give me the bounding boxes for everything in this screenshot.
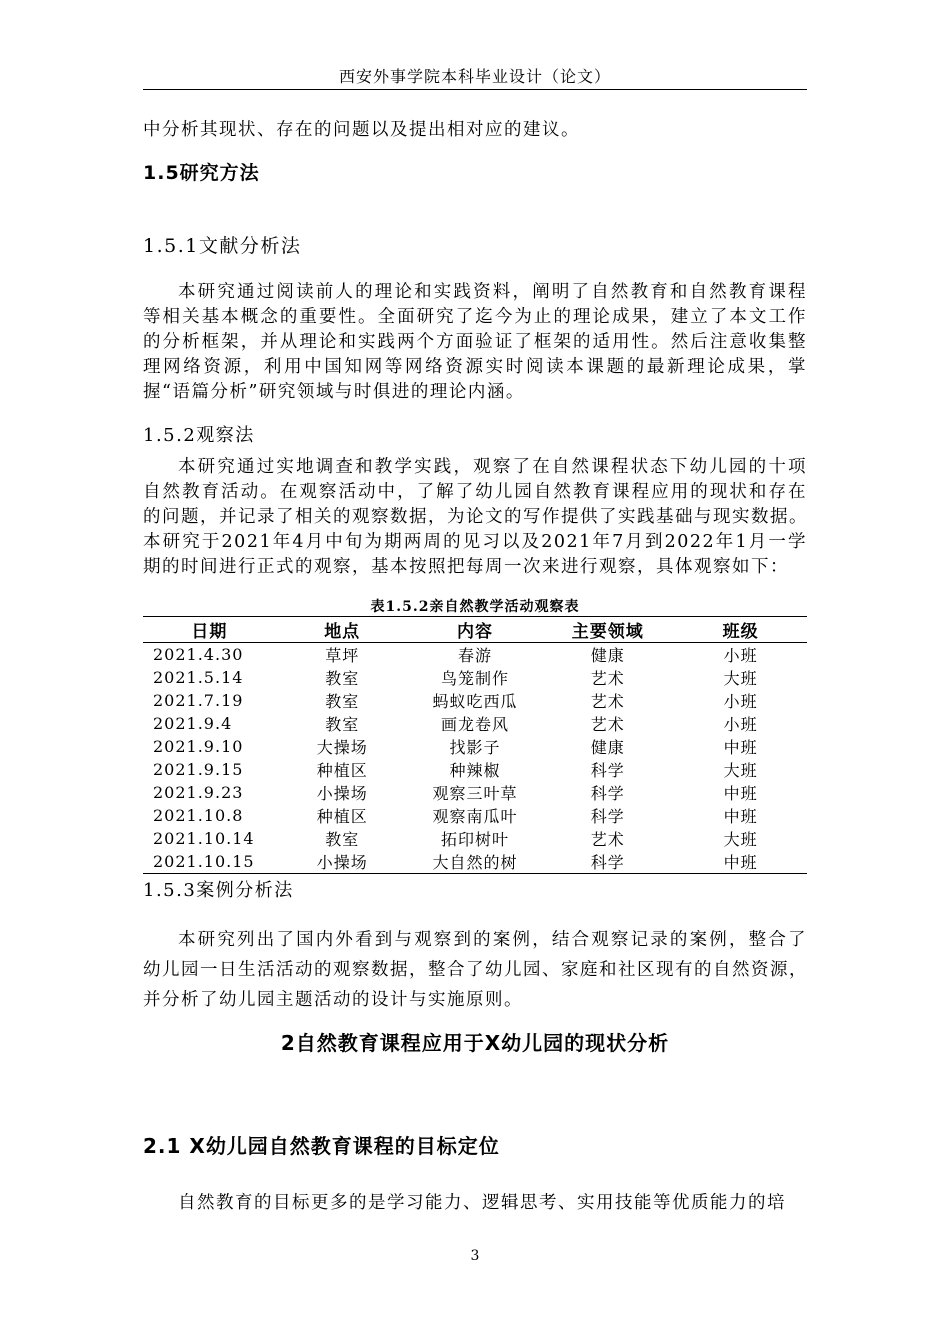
cell-content: 观察南瓜叶 (432, 807, 518, 826)
paragraph-line: 并分析了幼儿园主题活动的设计与实施原则。 (143, 990, 523, 1010)
cell-date: 2021.9.4 (153, 714, 233, 733)
cell-date: 2021.4.30 (153, 645, 244, 664)
paragraph-line: 期的时间进行正式的观察，基本按照把每周一次来进行观察，具体观察如下： (143, 557, 789, 577)
table-row (143, 643, 807, 667)
cell-domain: 健康 (590, 738, 625, 757)
cell-domain: 健康 (590, 646, 625, 665)
section-1-5-1-paragraph (143, 280, 807, 405)
page-number: 3 (470, 1248, 480, 1264)
paragraph-line: 的分析框架，并从理论和实践两个方面验证了框架的适用性。然后注意收集整 (143, 332, 807, 352)
paragraph-line: 本研究列出了国内外看到与观察到的案例，结合观察记录的案例，整合了 (178, 930, 807, 950)
cell-date: 2021.9.15 (153, 760, 244, 779)
section-1-5-heading: 1.5研究方法 (143, 162, 260, 184)
cell-content: 鸟笼制作 (440, 669, 509, 688)
column-header-content: 内容 (409, 617, 542, 643)
paragraph-line: 等相关基本概念的重要性。全面研究了迄今为止的理论成果，建立了本文工作 (143, 307, 807, 327)
cell-domain: 科学 (590, 807, 625, 826)
cell-location: 教室 (325, 830, 360, 849)
intro-line: 中分析其现状、存在的问题以及提出相对应的建议。 (143, 120, 580, 140)
table-row (143, 850, 807, 874)
cell-location: 大操场 (316, 738, 368, 757)
cell-class: 小班 (723, 715, 758, 734)
page-header: 西安外事学院本科毕业设计（论文） (338, 67, 611, 86)
cell-content: 蚂蚁吃西瓜 (432, 692, 518, 711)
cell-date: 2021.10.8 (153, 806, 244, 825)
paragraph-line: 本研究于2021年4月中旬为期两周的见习以及2021年7月到2022年1月一学 (143, 532, 807, 552)
cell-domain: 艺术 (590, 692, 625, 711)
cell-location: 教室 (325, 669, 360, 688)
cell-location: 小操场 (316, 784, 368, 803)
paragraph-line: 握“语篇分析”研究领域与时俱进的理论内涵。 (143, 382, 525, 402)
chapter-2-heading: 2自然教育课程应用于X幼儿园的现状分析 (280, 1031, 670, 1055)
cell-domain: 艺术 (590, 669, 625, 688)
table-row (143, 804, 807, 827)
section-1-5-1-heading: 1.5.1文献分析法 (143, 235, 302, 257)
header-rule (143, 89, 807, 90)
paragraph-line: 本研究通过实地调查和教学实践，观察了在自然课程状态下幼儿园的十项 (178, 457, 807, 477)
section-1-5-2-paragraph (143, 455, 807, 580)
paragraph-line: 的问题，并记录了相关的观察数据，为论文的写作提供了实践基础与现实数据。 (143, 507, 808, 527)
cell-location: 种植区 (316, 807, 368, 826)
paragraph-line: 本研究通过阅读前人的理论和实践资料，阐明了自然教育和自然教育课程 (178, 282, 807, 302)
section-2-1-paragraph (143, 1191, 807, 1216)
cell-location: 教室 (325, 692, 360, 711)
cell-content: 大自然的树 (409, 850, 542, 874)
cell-location: 教室 (325, 715, 360, 734)
cell-class: 中班 (723, 784, 758, 803)
paragraph-line: 自然教育的目标更多的是学习能力、逻辑思考、实用技能等优质能力的培 (178, 1193, 786, 1213)
table-row (143, 712, 807, 735)
paragraph-line: 幼儿园一日生活活动的观察数据，整合了幼儿园、家庭和社区现有的自然资源， (143, 960, 808, 980)
table-row (143, 666, 807, 689)
cell-date: 2021.10.15 (143, 850, 276, 874)
cell-class: 中班 (723, 738, 758, 757)
cell-content: 种辣椒 (449, 761, 501, 780)
cell-location: 小操场 (276, 850, 409, 874)
column-header-date: 日期 (143, 617, 276, 643)
cell-location: 草坪 (325, 646, 360, 665)
cell-content: 拓印树叶 (440, 830, 509, 849)
cell-content: 画龙卷风 (440, 715, 509, 734)
cell-class: 中班 (723, 807, 758, 826)
table-row (143, 758, 807, 781)
cell-class: 大班 (723, 761, 758, 780)
cell-domain: 科学 (590, 761, 625, 780)
table-row (143, 827, 807, 850)
cell-content: 观察三叶草 (432, 784, 518, 803)
cell-content: 找影子 (449, 738, 501, 757)
cell-domain: 科学 (541, 850, 674, 874)
paragraph-line: 自然教育活动。在观察活动中，了解了幼儿园自然教育课程应用的现状和存在 (143, 482, 807, 502)
table-header-row (143, 617, 807, 643)
column-header-class: 班级 (674, 617, 807, 643)
table-row (143, 781, 807, 804)
section-1-5-3-paragraph (143, 925, 807, 1015)
table-row (143, 689, 807, 712)
cell-domain: 科学 (590, 784, 625, 803)
cell-class: 大班 (723, 669, 758, 688)
table-caption: 表1.5.2亲自然教学活动观察表 (370, 599, 580, 615)
section-1-5-3-heading: 1.5.3案例分析法 (143, 880, 294, 901)
cell-class: 小班 (723, 692, 758, 711)
cell-content: 春游 (457, 646, 492, 665)
column-header-domain: 主要领域 (541, 617, 674, 643)
cell-class: 大班 (723, 830, 758, 849)
cell-domain: 艺术 (590, 715, 625, 734)
table-row (143, 735, 807, 758)
section-2-1-heading: 2.1 X幼儿园自然教育课程的目标定位 (143, 1134, 500, 1158)
cell-domain: 艺术 (590, 830, 625, 849)
cell-date: 2021.9.10 (153, 737, 244, 756)
observation-table (143, 616, 807, 874)
column-header-location: 地点 (276, 617, 409, 643)
paragraph-line: 理网络资源，利用中国知网等网络资源实时阅读本课题的最新理论成果，掌 (143, 357, 807, 377)
cell-date: 2021.7.19 (153, 691, 244, 710)
cell-date: 2021.5.14 (153, 668, 244, 687)
cell-class: 中班 (674, 850, 807, 874)
cell-location: 种植区 (316, 761, 368, 780)
cell-date: 2021.9.23 (153, 783, 244, 802)
section-1-5-2-heading: 1.5.2观察法 (143, 425, 255, 446)
cell-date: 2021.10.14 (153, 829, 255, 848)
cell-class: 小班 (723, 646, 758, 665)
